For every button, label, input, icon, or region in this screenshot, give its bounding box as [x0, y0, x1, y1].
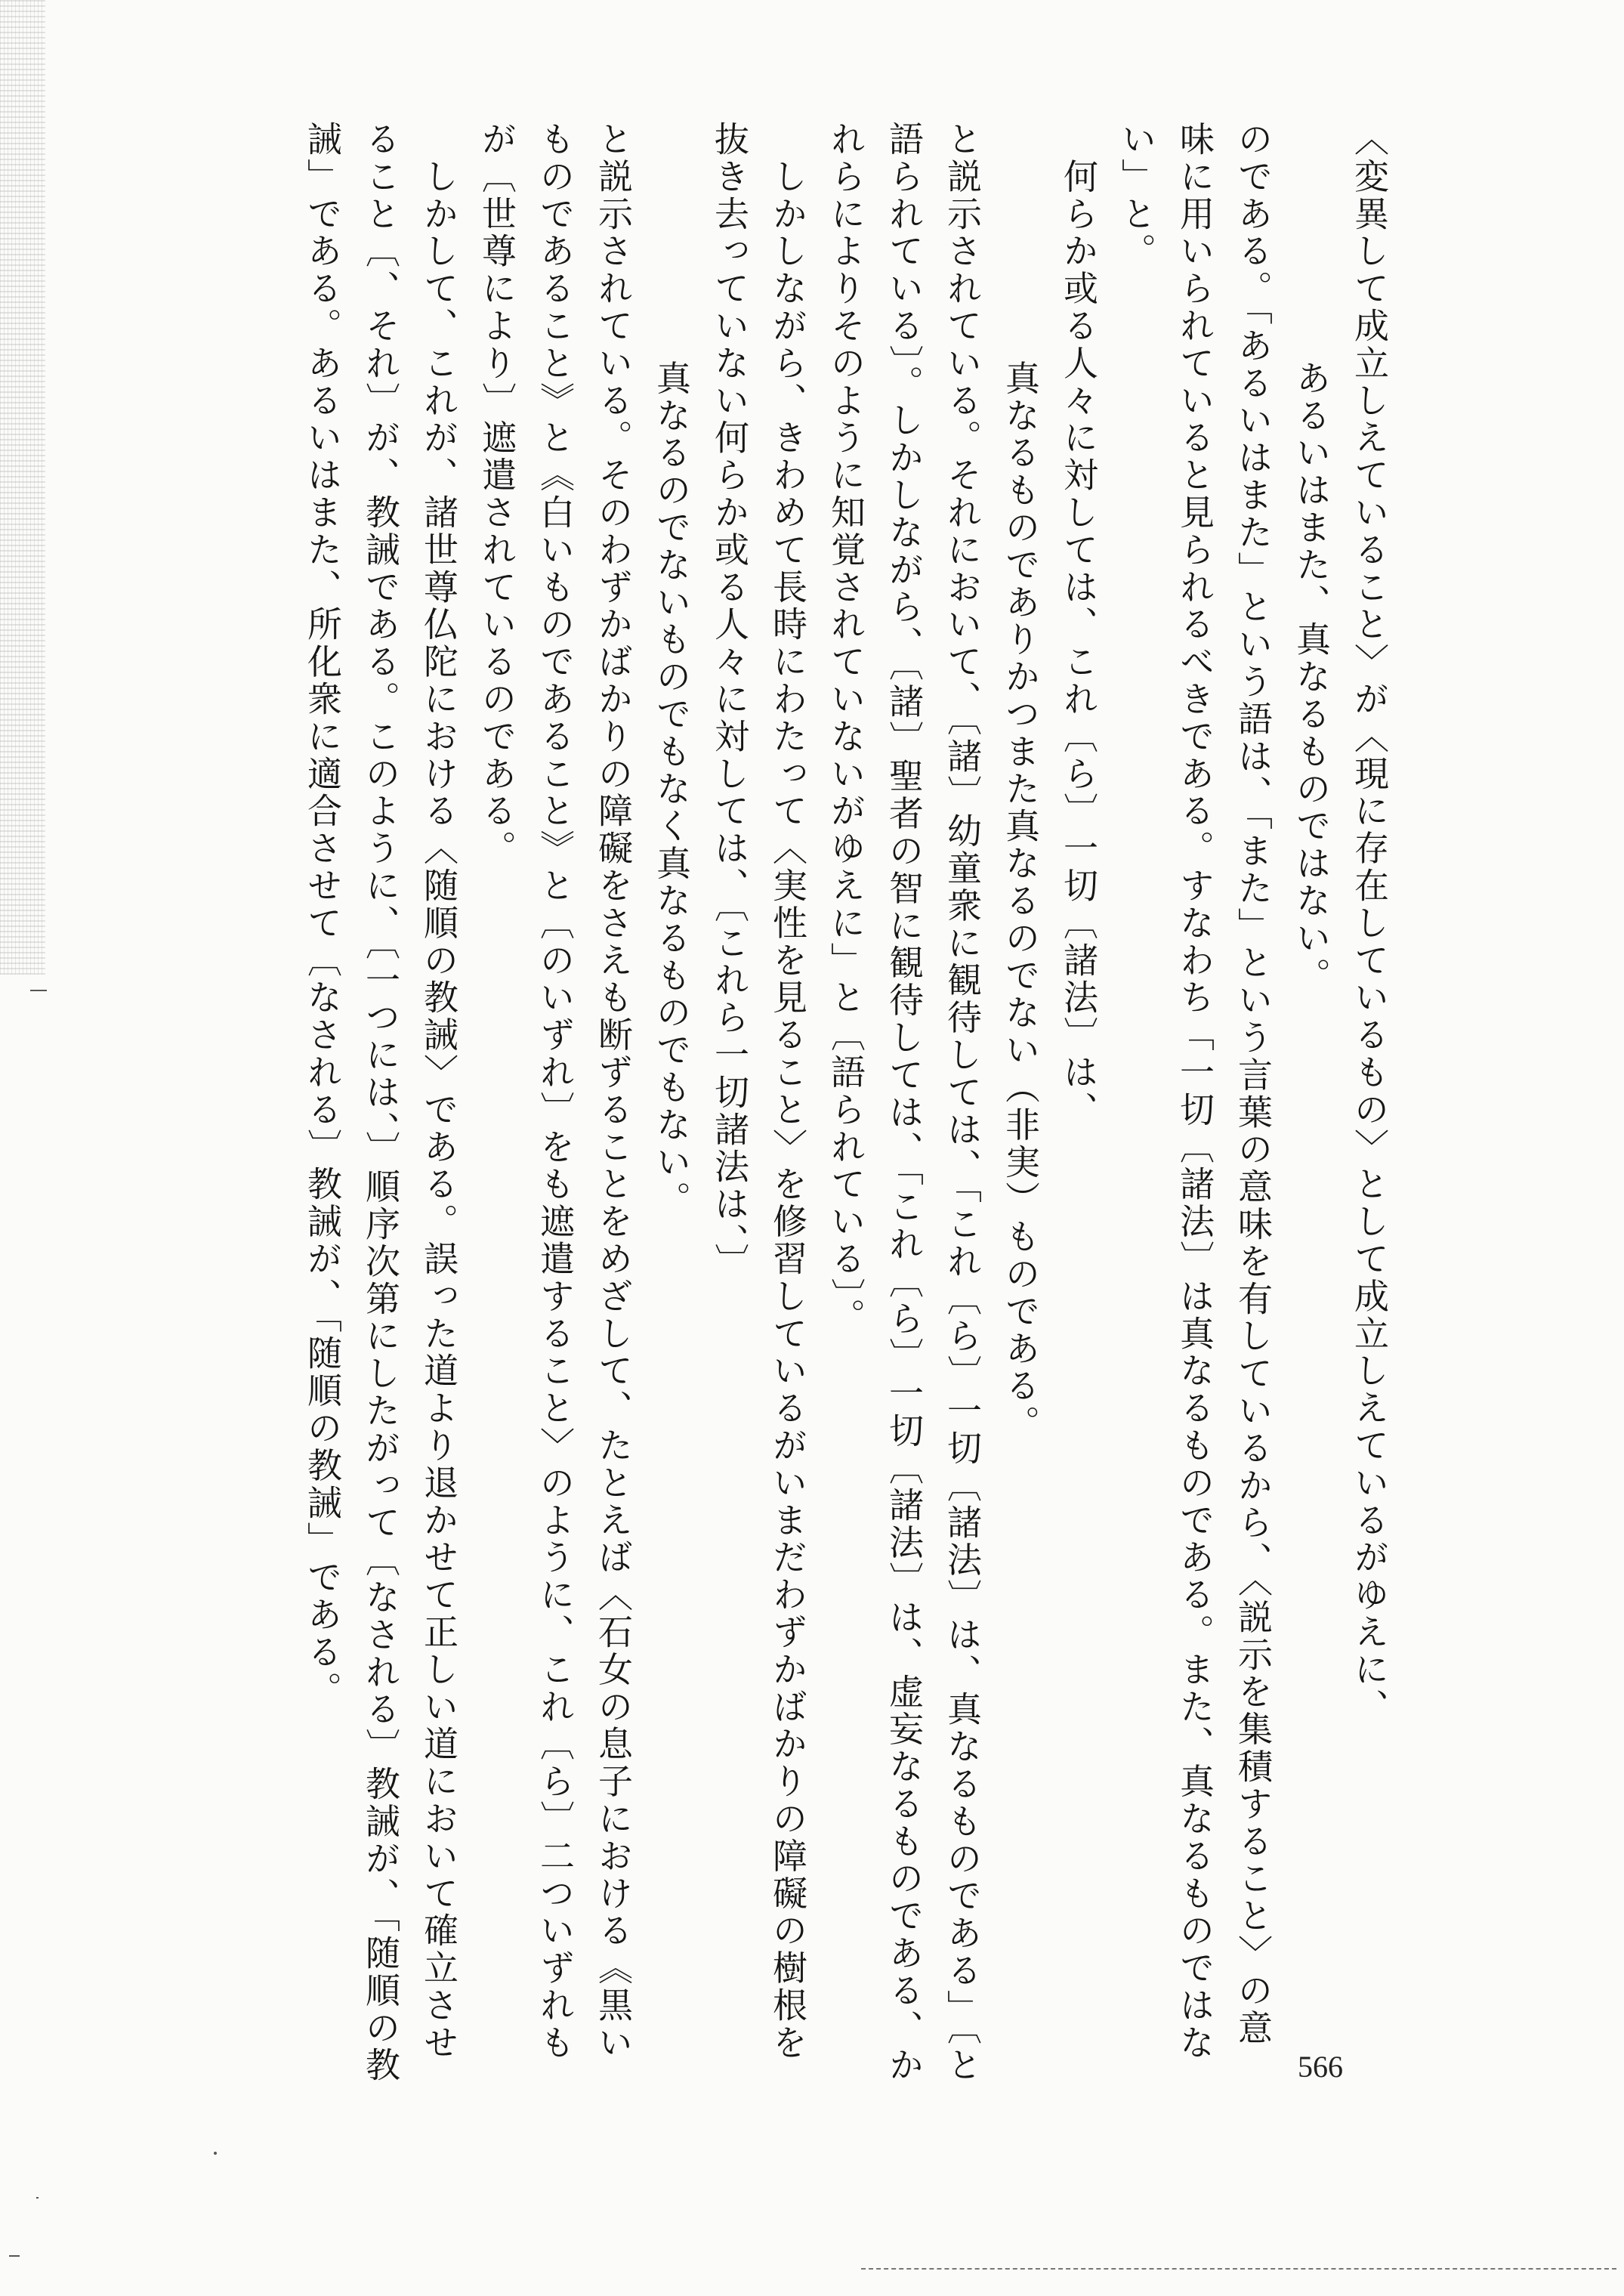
text-column-6: 何らか或る人々に対しては、これ〔ら〕一切〔諸法〕は、 — [1058, 121, 1099, 1129]
text-column-9: 語られている〕。しかしながら、〔諸〕聖者の智に観待しては、「これ〔ら〕一切〔諸法〕は、虚妄なるものである、か — [884, 121, 925, 2084]
bottom-scan-rule — [861, 2268, 1616, 2270]
scan-speck — [36, 2197, 39, 2199]
text-column-11: しかしながら、きわめて長時にわたって〈実性を見ること〉を修習しているがいまだわずかばかりの障礙の樹根を — [767, 121, 808, 2062]
text-column-12: 抜き去っていない何らか或る人々に対しては、〔これら一切諸法は、〕 — [709, 121, 750, 1281]
text-column-8: と説示されている。それにおいて、〔諸〕幼童衆に観待しては、「これ〔ら〕一切〔諸法〕は、真なるものである」〔と — [942, 121, 983, 2084]
text-column-19: 誡」である。あるいはまた、所化衆に適合させて〔なされる〕教誡が、「随順の教誡」である。 — [302, 121, 343, 1709]
text-column-2: あるいはまた、真なるものではない。 — [1291, 136, 1332, 995]
scan-speck — [214, 2152, 217, 2155]
scan-edge-noise — [0, 0, 45, 975]
text-column-16: が〔世尊により〕遮遣されているのである。 — [477, 121, 517, 867]
text-column-14: と説示されている。そのわずかばかりの障礙をさえも断ずることをめざして、たとえば〈石女の息子における《黒い — [593, 121, 634, 2062]
text-column-18: ること〔、それ〕が、教誡である。このように、〔一つには、〕順序次第にしたがって〔なされる〕教誡が、「随順の教 — [360, 121, 401, 2084]
text-column-3: のである。「あるいはまた」という語は、「また」という言葉の意味を有しているから、〈説示を集積すること〉の意 — [1233, 121, 1274, 2047]
text-column-15: ものであること》と《白いものであること》と〔のいずれ〕をも遮遣すること〉のように、これ〔ら〕二ついずれも — [535, 121, 576, 2062]
text-column-7: 真なるものでありかつまた真なるのでない（非実）ものである。 — [1000, 136, 1041, 1442]
text-column-4: 味に用いられていると見られるべきである。すなわち「一切〔諸法〕は真なるものである。また、真なるものではな — [1175, 121, 1215, 2062]
text-column-13: 真なるのでないものでもなく真なるものでもない。 — [651, 136, 692, 1219]
text-column-10: れらによりそのように知覚されていないがゆえに」と〔語られている〕。 — [826, 121, 866, 1336]
text-column-5: い」と。 — [1116, 121, 1157, 270]
scan-speck — [9, 2255, 20, 2257]
text-column-1: 〈変異して成立しえていること〉が〈現に存在しているもの〉として成立しえているがゆえに、 — [1349, 121, 1390, 1726]
page-number: 566 — [1298, 2050, 1343, 2084]
text-column-17: しかして、これが、諸世尊仏陀における〈随順の教誡〉である。誤った道より退かせて正しい道において確立させ — [418, 121, 459, 2062]
scan-speck — [30, 990, 47, 991]
